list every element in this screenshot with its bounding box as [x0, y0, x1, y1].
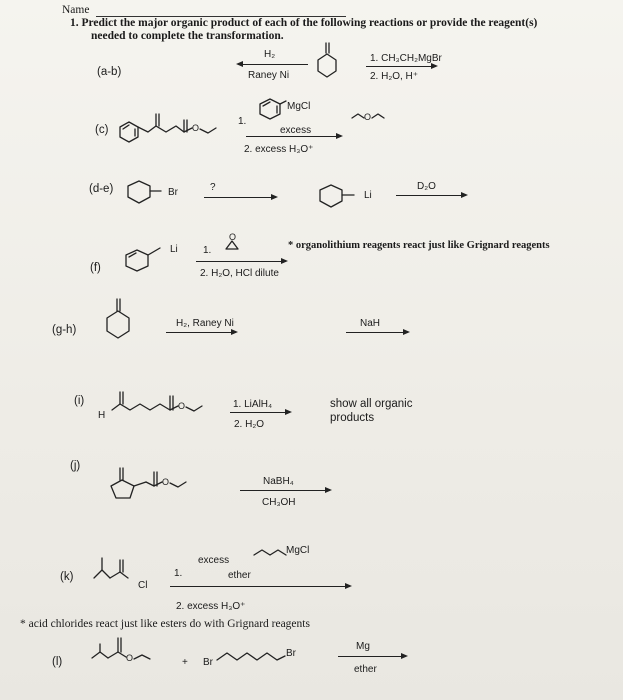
reagent-h2: H₂ — [264, 49, 276, 60]
instruction-products: products — [330, 412, 375, 424]
svg-text:O: O — [364, 112, 372, 122]
reaction-arrow-i — [230, 412, 290, 413]
problem-label-gh: (g-h) — [52, 324, 77, 336]
label-cl-k: Cl — [138, 580, 148, 591]
reagent-raney-ni: Raney Ni — [248, 70, 290, 81]
ether-structure — [350, 108, 390, 126]
step-number-k: 1. — [174, 568, 183, 579]
reagent-lialh4: 1. LiAlH₄ — [233, 399, 273, 410]
problem-label-k: (k) — [60, 571, 74, 583]
cyclohexanone-structure — [314, 40, 354, 85]
note-acid-chlorides: * acid chlorides react just like esters do with Grignard reagents — [20, 618, 310, 630]
question-text-line2: needed to complete the transformation. — [91, 30, 284, 42]
cyclopentanone-ester-structure — [100, 462, 210, 502]
reaction-arrow-c — [246, 136, 341, 137]
reagent-mg: Mg — [356, 641, 370, 652]
step-number-c: 1. — [238, 116, 247, 127]
reagent-phmgcl: MgCl — [287, 101, 311, 112]
problem-label-ab: (a-b) — [97, 66, 122, 78]
label-h-i: H — [98, 410, 106, 421]
problem-label-f: (f) — [90, 262, 101, 274]
unknown-reagent: ? — [210, 182, 216, 193]
benzene-grignard-structure — [256, 96, 290, 126]
svg-text:O: O — [126, 653, 134, 663]
reagent-excess-k: excess — [198, 555, 230, 566]
cyclohexanone-structure-gh — [102, 296, 138, 350]
label-br-left: Br — [203, 657, 213, 668]
problem-label-c: (c) — [95, 124, 109, 136]
reagent-nabh4: NaBH₄ — [263, 476, 294, 487]
svg-text:O: O — [178, 401, 186, 411]
reagent-h2o-h: 2. H₂O, H⁺ — [370, 71, 419, 82]
label-li-de: Li — [364, 190, 372, 201]
acid-chloride-structure — [92, 556, 142, 590]
reaction-arrow-b — [366, 66, 436, 67]
reagent-mgcl-k: MgCl — [286, 545, 310, 556]
problem-label-l: (l) — [52, 656, 63, 668]
problem-label-j: (j) — [70, 460, 81, 472]
instruction-show-products: show all organic — [330, 398, 413, 410]
reagent-d2o: D₂O — [417, 181, 436, 192]
aldehyde-ester-structure — [96, 386, 226, 420]
reaction-arrow-d — [204, 197, 276, 198]
step-number-f: 1. — [203, 245, 212, 256]
reagent-excess-h3o: 2. excess H₃O⁺ — [244, 144, 314, 155]
ester-structure-l — [90, 630, 170, 670]
reagent-excess-c: excess — [280, 125, 312, 136]
label-br-right: Br — [286, 648, 296, 659]
label-li-f: Li — [170, 244, 178, 255]
label-br-de: Br — [168, 187, 178, 198]
bromocyclohexane-structure — [126, 178, 174, 208]
ketoester-structure — [118, 108, 228, 148]
reaction-arrow-l — [338, 656, 406, 657]
reaction-arrow-a — [238, 64, 308, 65]
reaction-arrow-h — [346, 332, 408, 333]
question-text: 1. Predict the major organic product of each of the following reactions or provide the reagent(s) — [70, 17, 538, 29]
reaction-arrow-k — [170, 586, 350, 587]
name-label: Name — [62, 4, 90, 16]
reaction-arrow-j — [240, 490, 330, 491]
reaction-arrow-f — [196, 261, 286, 262]
reagent-h2o-hcl: 2. H₂O, HCl dilute — [200, 268, 279, 279]
svg-text:O: O — [229, 232, 237, 242]
problem-label-i: (i) — [74, 395, 85, 407]
svg-text:O: O — [192, 123, 200, 133]
reagent-ethylmgbr: 1. CH₃CH₂MgBr — [370, 53, 442, 64]
reagent-h2o-i: 2. H₂O — [234, 419, 264, 430]
reagent-excess-h3o-k: 2. excess H₃O⁺ — [176, 601, 246, 612]
reaction-arrow-g — [166, 332, 236, 333]
plus-sign: + — [182, 657, 188, 668]
reagent-ether-l: ether — [354, 664, 377, 675]
reagent-nah: NaH — [360, 318, 381, 329]
svg-text:O: O — [162, 477, 170, 487]
cyclohexyllithium-structure — [318, 182, 364, 212]
problem-label-de: (d-e) — [89, 183, 114, 195]
dibromoalkane-structure — [215, 648, 291, 666]
reagent-ether-k: ether — [228, 570, 251, 581]
note-organolithium: * organolithium reagents react just like Grignard reagents — [288, 240, 550, 251]
reaction-arrow-e — [396, 195, 466, 196]
reagent-h2-raneyni: H₂, Raney Ni — [176, 318, 234, 329]
reagent-ch3oh: CH₃OH — [262, 497, 296, 508]
epoxide-structure — [222, 231, 246, 253]
